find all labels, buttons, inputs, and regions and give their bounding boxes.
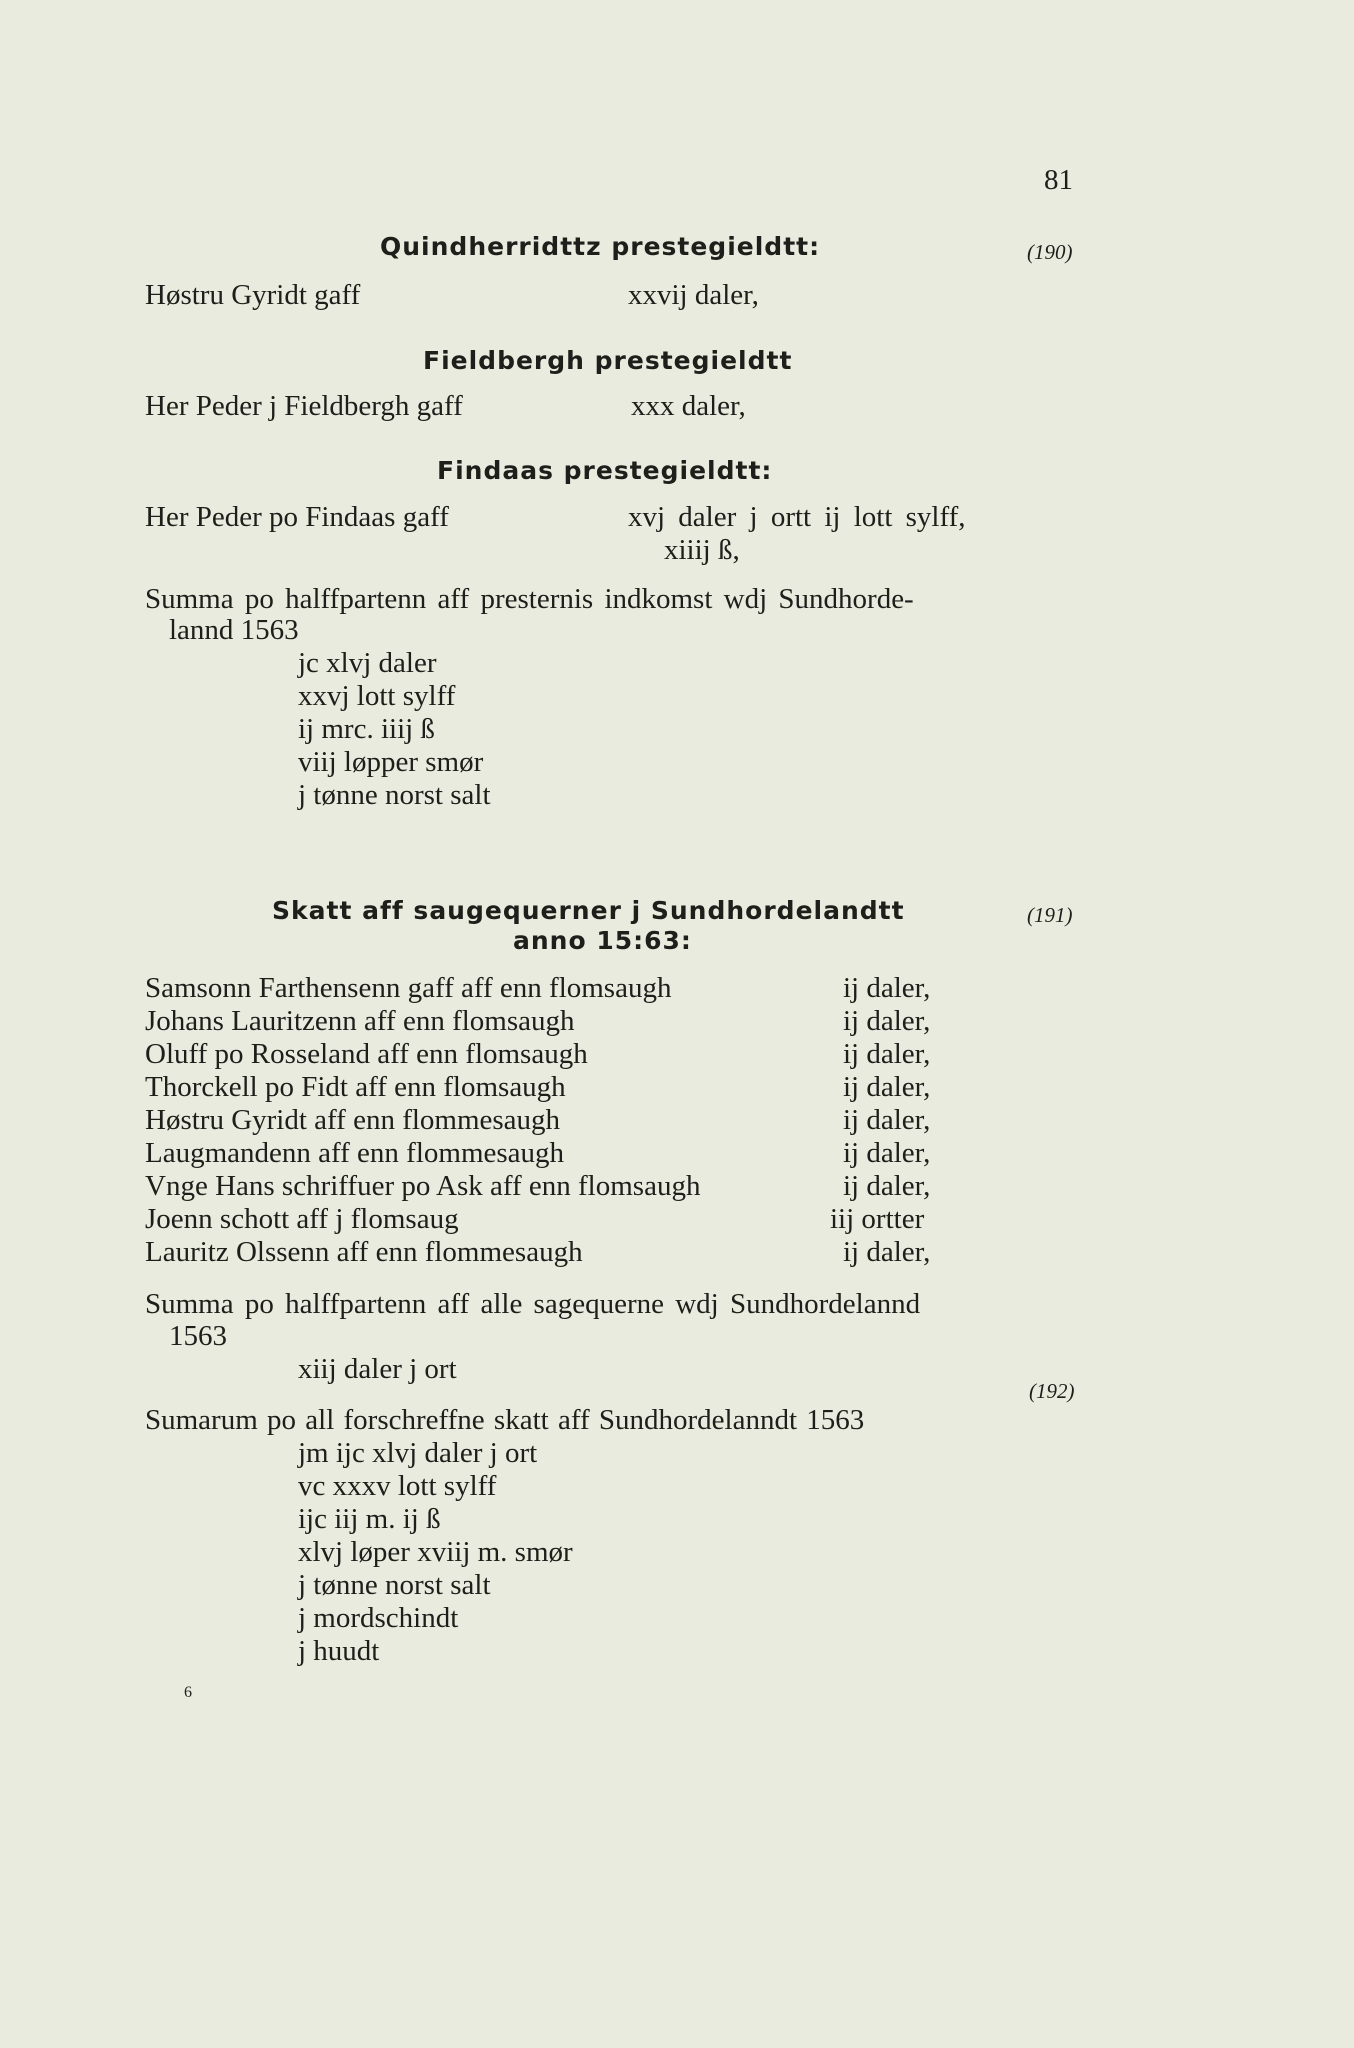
summa-item: ij mrc. iiij ß <box>298 713 435 745</box>
table-row-amount: ij daler, <box>843 1137 931 1169</box>
sumarum-item: vc xxxv lott sylff <box>298 1470 497 1502</box>
heading-fieldbergh: Fieldbergh prestegieldtt <box>423 346 793 375</box>
entry-amount-continued: xiiij ß, <box>664 534 740 566</box>
margin-ref-190: (190) <box>1027 240 1073 264</box>
entry-amount: xxx daler, <box>631 390 746 422</box>
table-row-name: Høstru Gyridt aff enn flommesaugh <box>145 1104 561 1136</box>
table-row-amount: ij daler, <box>843 1170 931 1202</box>
table-row-amount: ij daler, <box>843 1236 931 1268</box>
table-row-name: Samsonn Farthensenn gaff aff enn flomsaugh <box>145 972 672 1004</box>
entry-name: Her Peder j Fieldbergh gaff <box>145 390 463 422</box>
table-row-name: Vnge Hans schriffuer po Ask aff enn flomsaugh <box>145 1170 701 1202</box>
heading-findaas: Findaas prestegieldtt: <box>437 456 773 485</box>
sumarum-item: j huudt <box>298 1635 380 1667</box>
summa-line: Summa po halffpartenn aff alle sagequerne wdj Sundhordelannd <box>145 1288 921 1320</box>
heading-skatt-year: anno 15:63: <box>513 926 692 955</box>
sumarum-item: jm ijc xlvj daler j ort <box>298 1437 538 1469</box>
margin-ref-192: (192) <box>1029 1379 1075 1403</box>
entry-name: Her Peder po Findaas gaff <box>145 501 449 533</box>
sumarum-item: xlvj løper xviij m. smør <box>298 1536 573 1568</box>
entry-amount: xxvij daler, <box>628 279 759 311</box>
sumarum-line: Sumarum po all forschreffne skatt aff Sundhordelanndt 1563 <box>145 1404 865 1436</box>
table-row-amount: ij daler, <box>843 1005 931 1037</box>
table-row-name: Joenn schott aff j flomsaug <box>145 1203 459 1235</box>
signature-mark: 6 <box>184 1684 192 1701</box>
summa-line-continued: 1563 <box>169 1320 227 1352</box>
summa-item: xxvj lott sylff <box>298 680 456 712</box>
table-row-name: Oluff po Rosseland aff enn flomsaugh <box>145 1038 588 1070</box>
heading-skatt: Skatt aff saugequerner j Sundhordelandtt <box>272 896 905 925</box>
table-row-amount: ij daler, <box>843 1038 931 1070</box>
entry-name: Høstru Gyridt gaff <box>145 279 361 311</box>
table-row-name: Laugmandenn aff enn flommesaugh <box>145 1137 565 1169</box>
summa-item: jc xlvj daler <box>298 647 437 679</box>
table-row-name: Thorckell po Fidt aff enn flomsaugh <box>145 1071 566 1103</box>
sumarum-item: j mordschindt <box>298 1602 459 1634</box>
entry-amount: xvj daler j ortt ij lott sylff, <box>628 501 966 533</box>
page-number: 81 <box>1044 164 1073 196</box>
summa-item: xiij daler j ort <box>298 1353 457 1385</box>
summa-line-continued: lannd 1563 <box>169 614 299 646</box>
summa-item: viij løpper smør <box>298 746 484 778</box>
table-row-amount: ij daler, <box>843 972 931 1004</box>
summa-item: j tønne norst salt <box>298 779 491 811</box>
table-row-amount: ij daler, <box>843 1071 931 1103</box>
heading-quindherridttz: Quindherridttz prestegieldtt: <box>380 232 821 261</box>
table-row-name: Johans Lauritzenn aff enn flomsaugh <box>145 1005 575 1037</box>
table-row-name: Lauritz Olssenn aff enn flommesaugh <box>145 1236 583 1268</box>
table-row-amount: ij daler, <box>843 1104 931 1136</box>
sumarum-item: ijc iij m. ij ß <box>298 1503 441 1535</box>
margin-ref-191: (191) <box>1027 903 1073 927</box>
summa-line: Summa po halffpartenn aff presternis indkomst wdj Sundhorde- <box>145 583 914 615</box>
sumarum-item: j tønne norst salt <box>298 1569 491 1601</box>
table-row-amount: iij ortter <box>830 1203 925 1235</box>
